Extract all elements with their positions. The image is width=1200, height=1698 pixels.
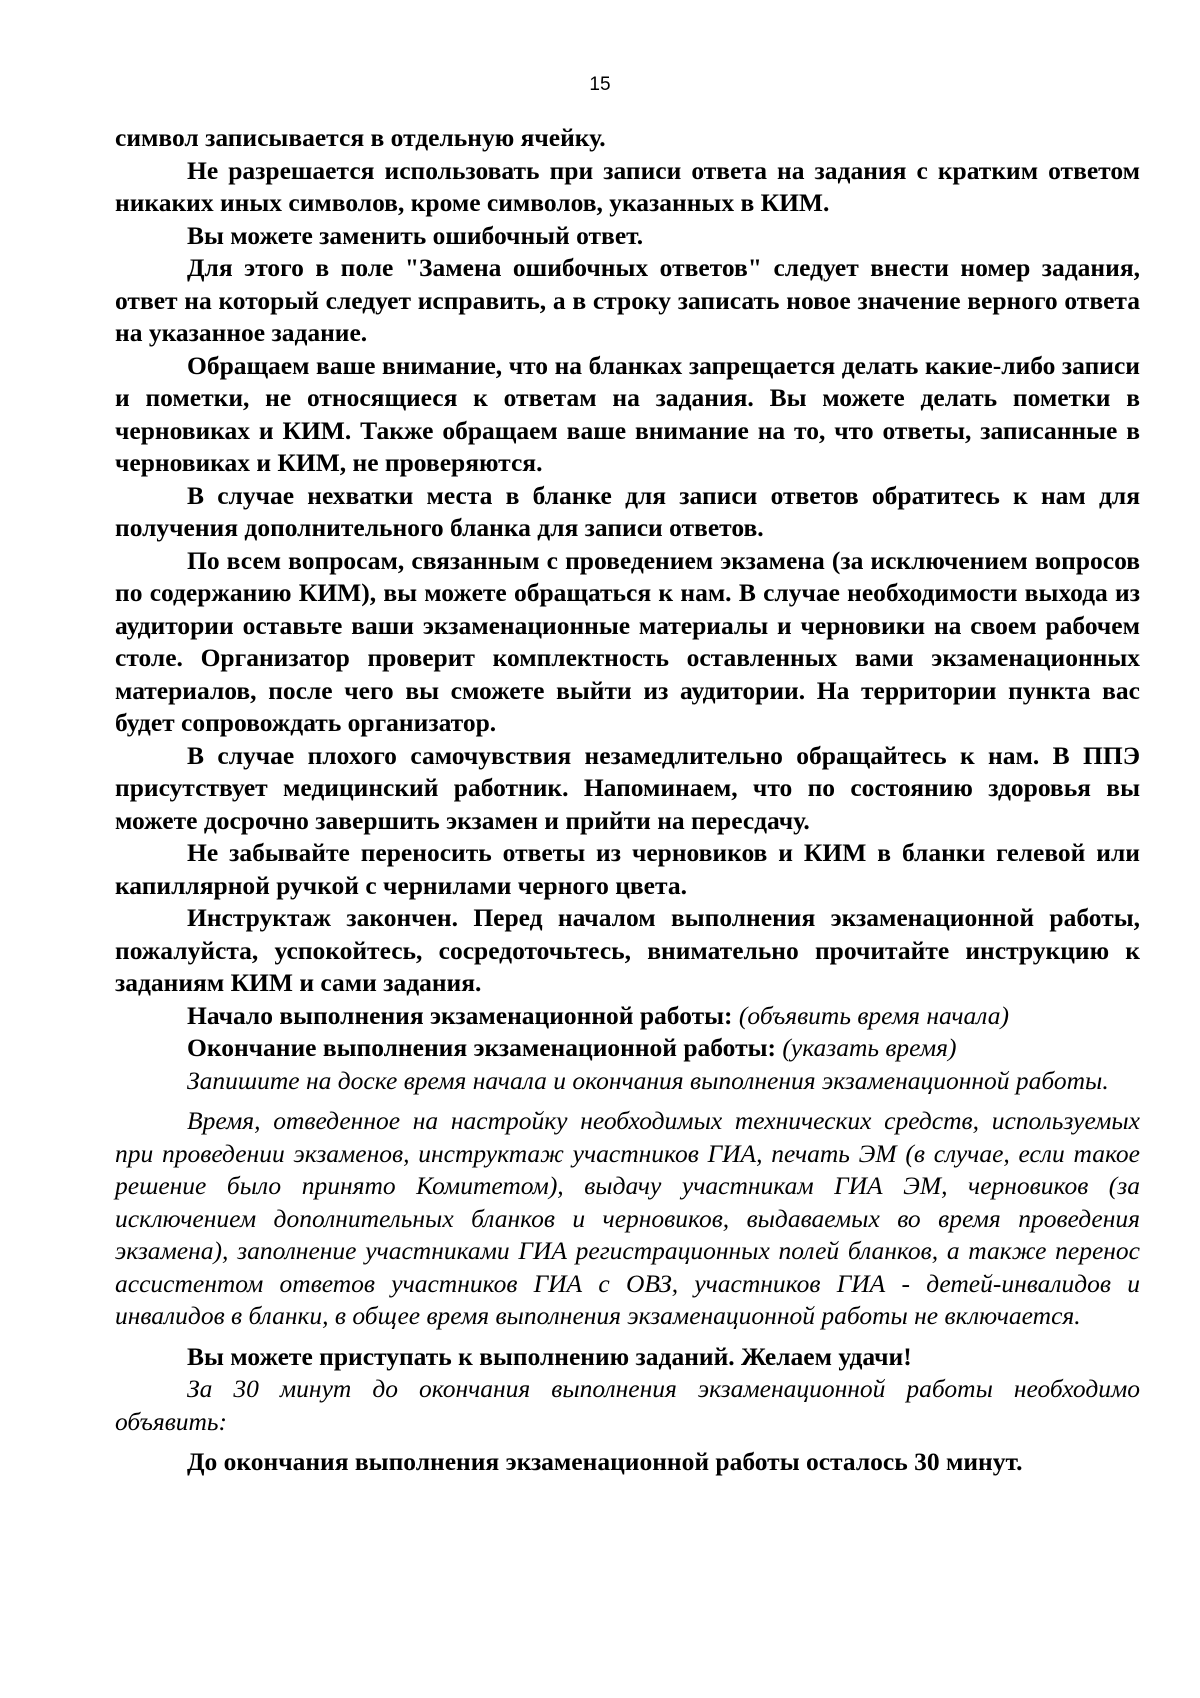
paragraph: Инструктаж закончен. Перед началом выполнения экзаменационной работы, пожалуйста, успокойтесь, сосредоточьтесь, внимательно прочитайте инструкцию к заданиям КИМ и сами задания. [115, 903, 1140, 997]
end-time-instruction: (указать время) [782, 1033, 957, 1062]
end-time-line [115, 1032, 1140, 1065]
paragraph: В случае плохого самочувствия незамедлительно обращайтесь к нам. В ППЭ присутствует медицинский работник. Напоминаем, что по состоянию здоровья вы можете досрочно завершить экзамен и прийти на пересдачу. [115, 740, 1140, 835]
paragraph: По всем вопросам, связанным с проведением экзамена (за исключением вопросов по содержанию КИМ), вы можете обращаться к нам. В случае необходимости выхода из аудитории оставьте ваши экзаменационные материалы и черновики на своем рабочем столе. Организатор проверит комплектность оставленных вами экзаменационных материалов, после чего вы сможете выйти из аудитории. На территории пункта вас будет сопровождать организатор. [115, 545, 1140, 737]
italic-instruction: Время, отведенное на настройку необходимых технических средств, используемых при проведении экзаменов, инструктаж участников ГИА, печать ЭМ (в случае, если такое решение было принято Комитетом), выдачу участникам ГИА ЭМ, черновиков (за исключением дополнительных бланков и черновиков, выдаваемых во время проведения экзамена), заполнение участниками ГИА регистрационных полей бланков, а также перенос ассистентом ответов участников ГИА с ОВЗ, участников ГИА - детей-инвалидов и инвалидов в бланки, в общее время выполнения экзаменационной работы не включается. [115, 1106, 1140, 1330]
start-time-label: Начало выполнения экзаменационной работы: [187, 1000, 733, 1030]
italic-instruction: Запишите на доске время начала и окончания выполнения экзаменационной работы. [187, 1065, 1109, 1095]
document-body [115, 122, 1140, 1479]
paragraph: Вы можете заменить ошибочный ответ. [187, 220, 644, 250]
start-time-line [115, 1000, 1140, 1033]
paragraph: Обращаем ваше внимание, что на бланках запрещается делать какие-либо записи и пометки, не относящиеся к ответам на задания. Вы можете делать пометки в черновиках и КИМ. Также обращаем ваше внимание на то, что ответы, записанные в черновиках и КИМ, не проверяются. [115, 350, 1140, 477]
remaining-time-notice: До окончания выполнения экзаменационной работы осталось 30 минут. [187, 1447, 1023, 1476]
paragraph: Для этого в поле "Замена ошибочных ответов" следует внести номер задания, ответ на который следует исправить, а в строку записать новое значение верного ответа на указанное задание. [115, 253, 1140, 347]
end-time-label: Окончание выполнения экзаменационной работы: [187, 1033, 777, 1062]
page-number: 15 [589, 74, 611, 95]
good-luck-line: Вы можете приступать к выполнению заданий. Желаем удачи! [187, 1341, 912, 1371]
paragraph: символ записывается в отдельную ячейку. [115, 123, 606, 152]
paragraph: Не разрешается использовать при записи ответа на задания с кратким ответом никаких иных символов, кроме символов, указанных в КИМ. [115, 155, 1140, 217]
paragraph: В случае нехватки места в бланке для записи ответов обратитесь к нам для получения дополнительного бланка для записи ответов. [115, 480, 1140, 542]
announce-note: За 30 минут до окончания выполнения экзаменационной работы необходимо объявить: [115, 1374, 1140, 1436]
paragraph: Не забывайте переносить ответы из черновиков и КИМ в бланки гелевой или капиллярной ручкой с чернилами черного цвета. [115, 838, 1140, 900]
start-time-instruction: (объявить время начала) [738, 1000, 1009, 1030]
